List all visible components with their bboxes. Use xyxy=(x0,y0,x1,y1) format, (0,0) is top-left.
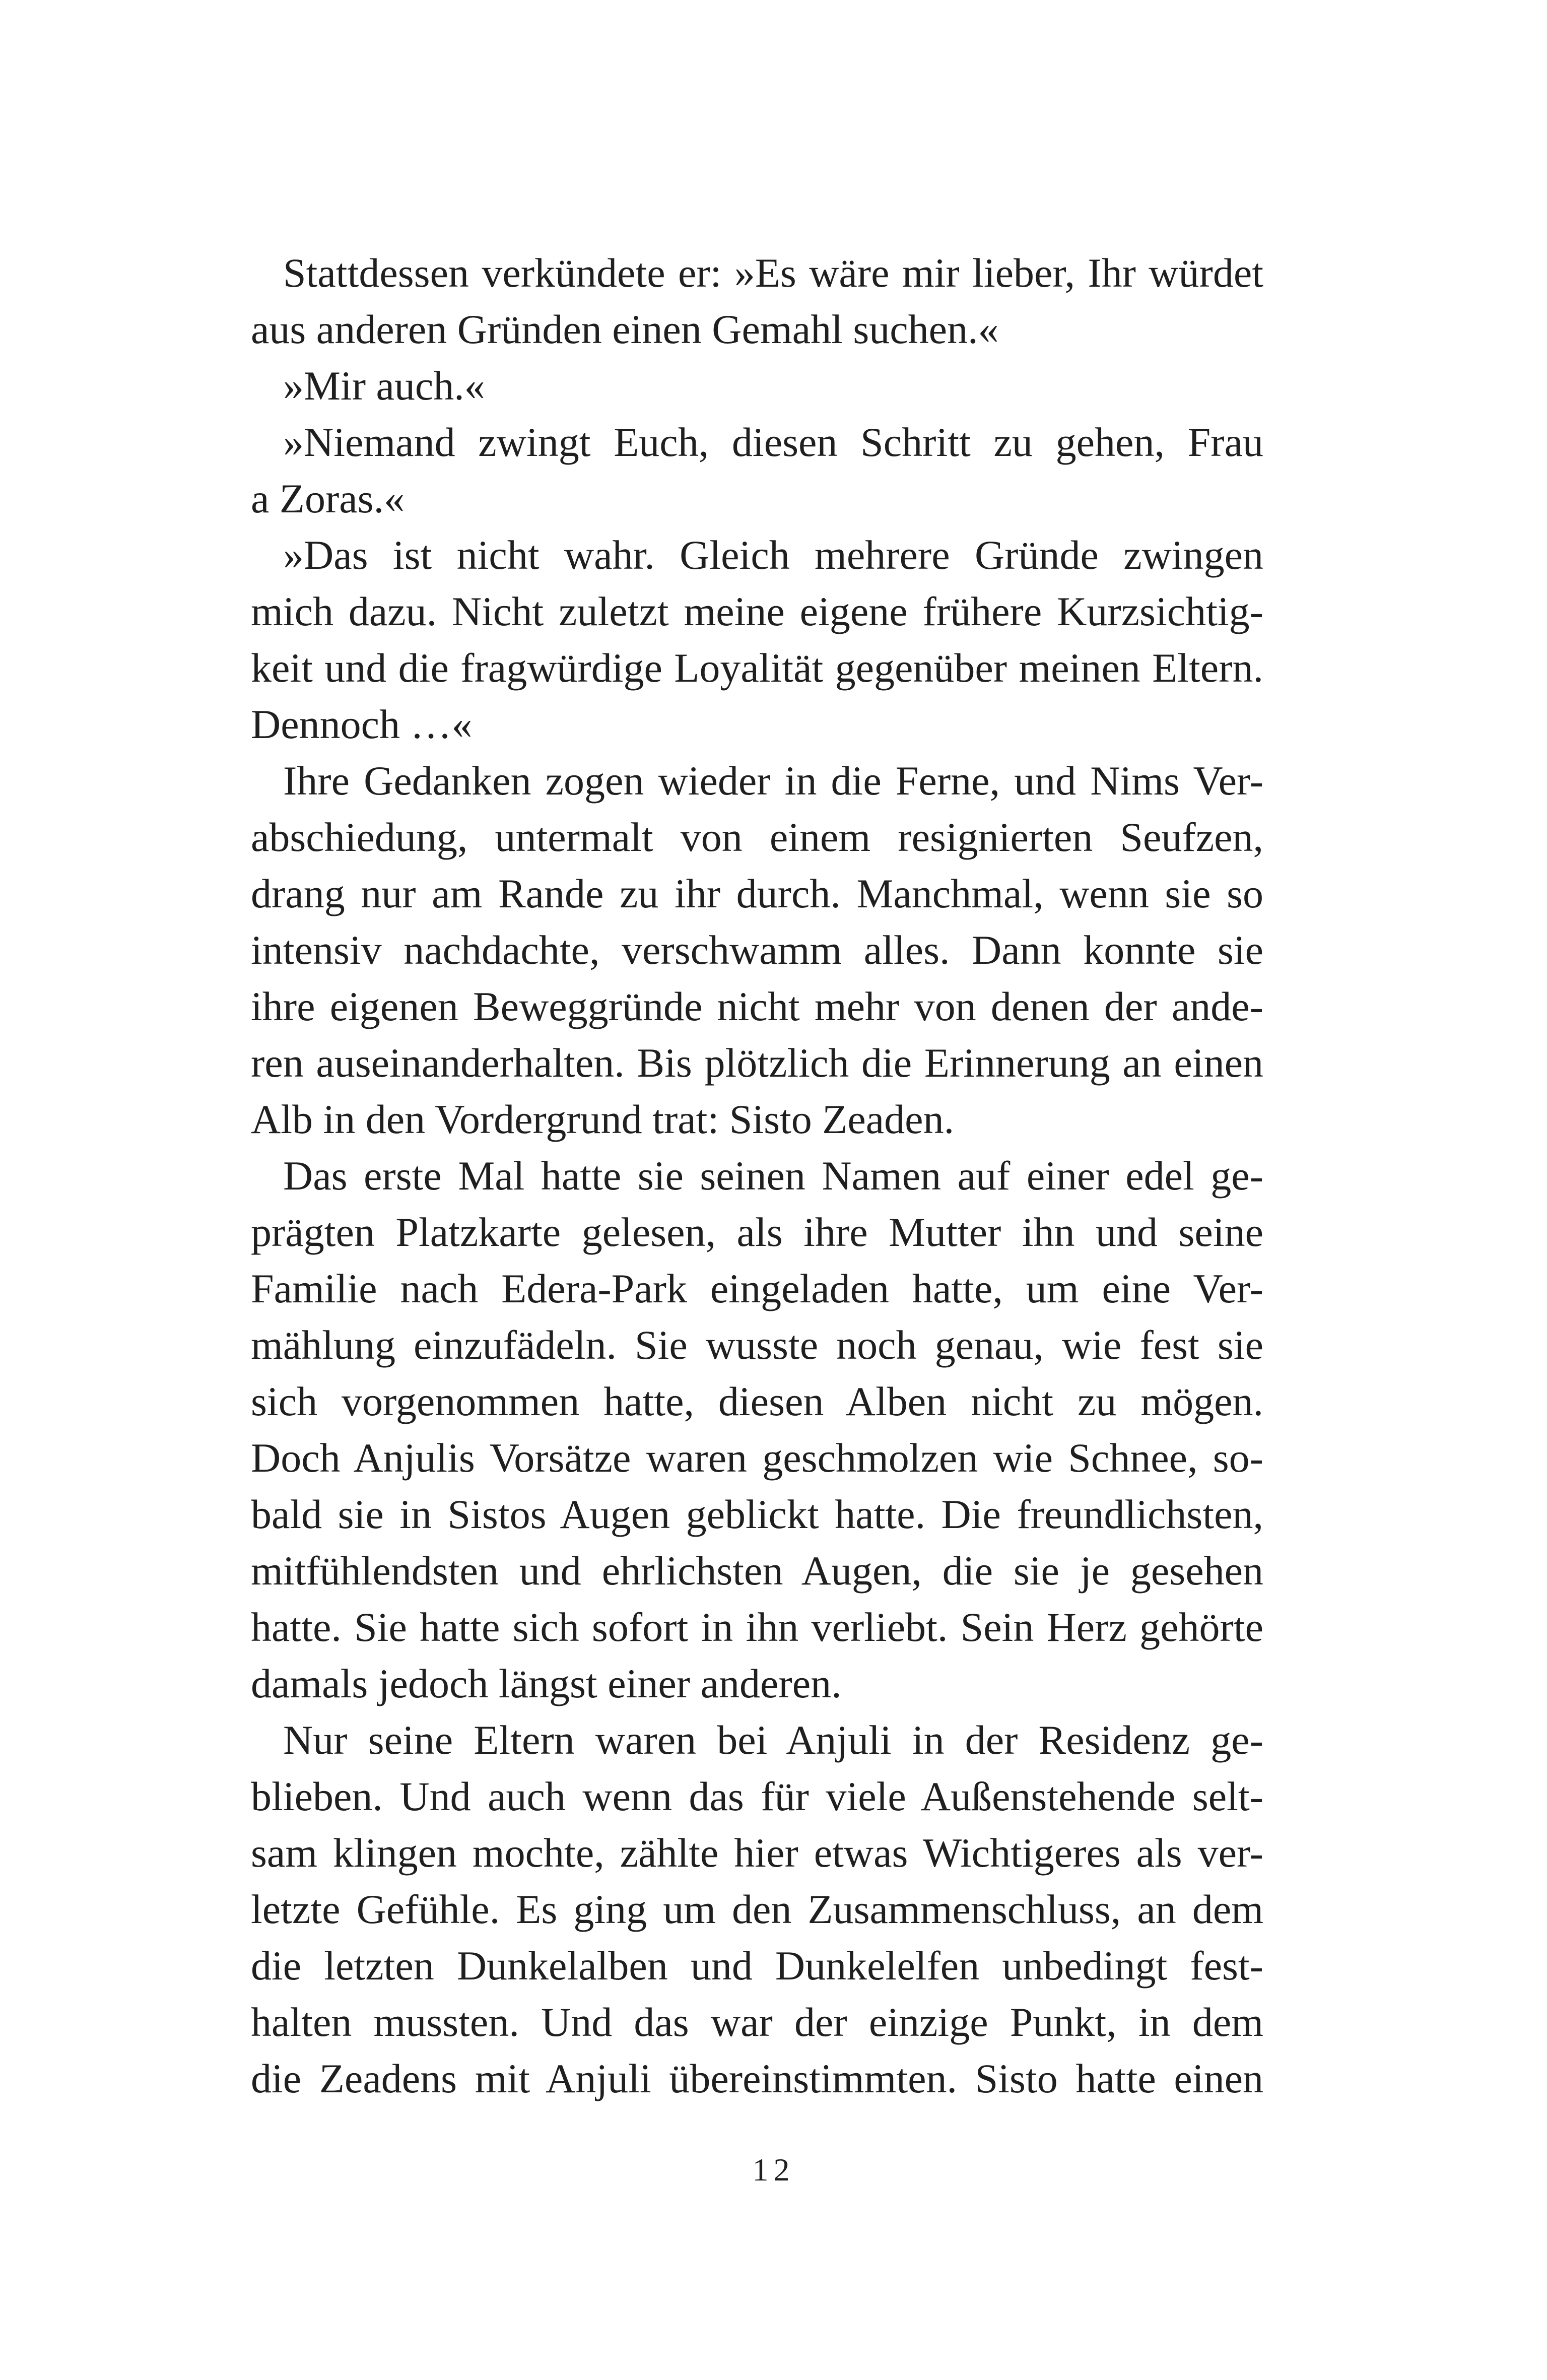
text-line: die Zeadens mit Anjuli übereinstimmten. Sisto hatte einen xyxy=(251,2056,1263,2101)
text-line: halten mussten. Und das war der einzige Punkt, in dem xyxy=(251,1999,1263,2045)
text-line: Ihre Gedanken zogen wieder in die Ferne, und Nims Ver- xyxy=(283,758,1263,804)
text-line: letzte Gefühle. Es ging um den Zusammenschluss, an dem xyxy=(251,1886,1263,1932)
text-line: ren auseinanderhalten. Bis plötzlich die Erinnerung an einen xyxy=(251,1040,1263,1086)
text-line: »Das ist nicht wahr. Gleich mehrere Gründe zwingen xyxy=(283,532,1263,578)
text-line: bald sie in Sistos Augen geblickt hatte. Die freundlichsten, xyxy=(251,1491,1263,1537)
text-line: prägten Platzkarte gelesen, als ihre Mutter ihn und seine xyxy=(251,1209,1263,1255)
text-line: Doch Anjulis Vorsätze waren geschmolzen wie Schnee, so- xyxy=(251,1435,1263,1481)
text-line: die letzten Dunkelalben und Dunkelelfen unbedingt fest- xyxy=(251,1943,1263,1989)
text-line: mählung einzufädeln. Sie wusste noch genau, wie fest sie xyxy=(251,1322,1263,1368)
text-line: ihre eigenen Beweggründe nicht mehr von denen der ande- xyxy=(251,983,1263,1029)
text-line: keit und die fragwürdige Loyalität gegenüber meinen Eltern. xyxy=(251,645,1263,691)
body-text xyxy=(251,245,1263,2107)
text-line: a Zoras.« xyxy=(251,476,405,521)
text-line: Alb in den Vordergrund trat: Sisto Zeaden. xyxy=(251,1096,955,1142)
text-line: mitfühlendsten und ehrlichsten Augen, die sie je gesehen xyxy=(251,1548,1263,1594)
text-line: intensiv nachdachte, verschwamm alles. Dann konnte sie xyxy=(251,927,1263,973)
text-line: Das erste Mal hatte sie seinen Namen auf einer edel ge- xyxy=(283,1153,1263,1199)
page-number: 12 xyxy=(752,2152,795,2188)
text-line: Dennoch …« xyxy=(251,701,473,747)
text-line: damals jedoch längst einer anderen. xyxy=(251,1661,842,1706)
text-line: aus anderen Gründen einen Gemahl suchen.« xyxy=(251,306,999,352)
text-line: »Niemand zwingt Euch, diesen Schritt zu gehen, Frau xyxy=(283,419,1263,465)
text-line: hatte. Sie hatte sich sofort in ihn verliebt. Sein Herz gehörte xyxy=(251,1604,1263,1650)
text-line: mich dazu. Nicht zuletzt meine eigene frühere Kurzsichtig- xyxy=(251,588,1263,634)
text-line: Familie nach Edera-Park eingeladen hatte, um eine Ver- xyxy=(251,1266,1263,1311)
text-line: Stattdessen verkündete er: »Es wäre mir lieber, Ihr würdet xyxy=(283,250,1263,296)
text-line: »Mir auch.« xyxy=(283,363,485,409)
text-line: Nur seine Eltern waren bei Anjuli in der Residenz ge- xyxy=(283,1717,1263,1763)
text-line: drang nur am Rande zu ihr durch. Manchmal, wenn sie so xyxy=(251,871,1263,916)
text-line: sich vorgenommen hatte, diesen Alben nicht zu mögen. xyxy=(251,1378,1263,1424)
text-line: abschiedung, untermalt von einem resignierten Seufzen, xyxy=(251,814,1263,860)
text-line: blieben. Und auch wenn das für viele Außenstehende selt- xyxy=(251,1773,1263,1819)
text-line: sam klingen mochte, zählte hier etwas Wichtigeres als ver- xyxy=(251,1830,1263,1876)
